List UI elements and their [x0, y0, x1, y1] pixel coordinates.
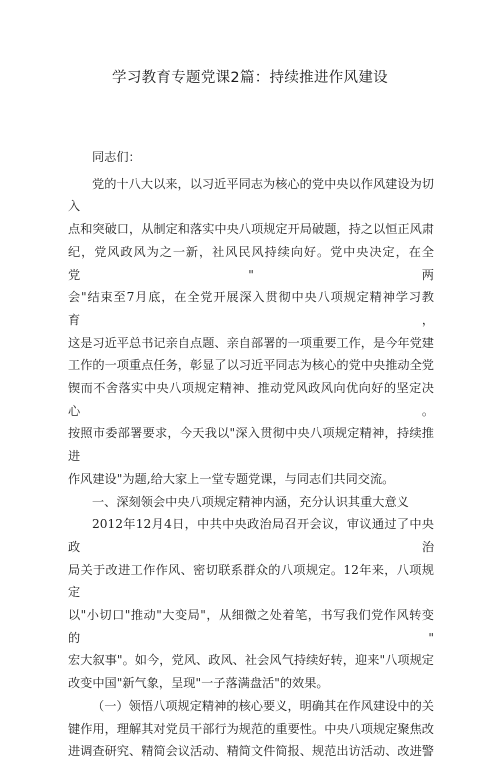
paragraph-line: 改变中国"新气象，呈现"一子落满盘活"的效果。 [68, 676, 329, 691]
paragraph-line: 锲而不舍落实中央八项规定精神、推动党风政风向优向好的坚定决心。 [68, 381, 434, 418]
document-body [68, 146, 434, 763]
paragraph-line: 这是习近平总书记亲自点题、亲自部署的一项重要工作，是今年党建 [68, 335, 434, 350]
paragraph-line: 会"结束至7月底，在全党开展深入贯彻中央八项规定精神学习教育， [68, 290, 434, 327]
paragraph-line: 纪，党风政风为之一新，社风民风持续向好。党中央决定，在全党"两 [68, 244, 434, 282]
paragraph-line: 宏大叙事"。如今，党风、政风、社会风气持续好转，迎来"八项规定 [68, 653, 434, 668]
paragraph-line: 2012年12月4日，中共中央政治局召开会议，审议通过了中央政治 [68, 517, 434, 554]
subsection-line: （一）领悟八项规定精神的核心要义，明确其在作风建设中的关 [92, 698, 434, 713]
paragraph-line: 党的十八大以来，以习近平同志为核心的党中央以作风建设为切入 [68, 176, 434, 214]
paragraph-line: 作风建设"为题,给大家上一堂专题党课，与同志们共同交流。 [68, 471, 395, 486]
salutation: 同志们： [92, 150, 141, 164]
document-title: 学习教育专题党课2篇：持续推进作风建设 [112, 70, 388, 86]
paragraph-line: 局关于改进工作作风、密切联系群众的八项规定。12年来，八项规定 [68, 562, 434, 600]
paragraph-line: 工作的一项重点任务，彰显了以习近平同志为核心的党中央推动全党 [68, 358, 434, 373]
section-heading: 一、深刻领会中央八项规定精神内涵，充分认识其重大意义 [92, 494, 409, 509]
paragraph-line: 进调查研究、精简会议活动、精简文件简报、规范出访活动、改进警 [68, 744, 434, 759]
paragraph-line: 按照市委部署要求，今天我以"深入贯彻中央八项规定精神，持续推进 [68, 426, 434, 464]
paragraph-line: 以"小切口"推动"大变局"，从细微之处着笔，书写我们党作风转变的" [68, 608, 434, 645]
paragraph-line: 点和突破口，从制定和落实中央八项规定开局破题，持之以恒正风肃 [68, 222, 434, 237]
paragraph-line: 键作用，理解其对党员干部行为规范的重要性。中央八项规定聚焦改 [68, 721, 434, 736]
